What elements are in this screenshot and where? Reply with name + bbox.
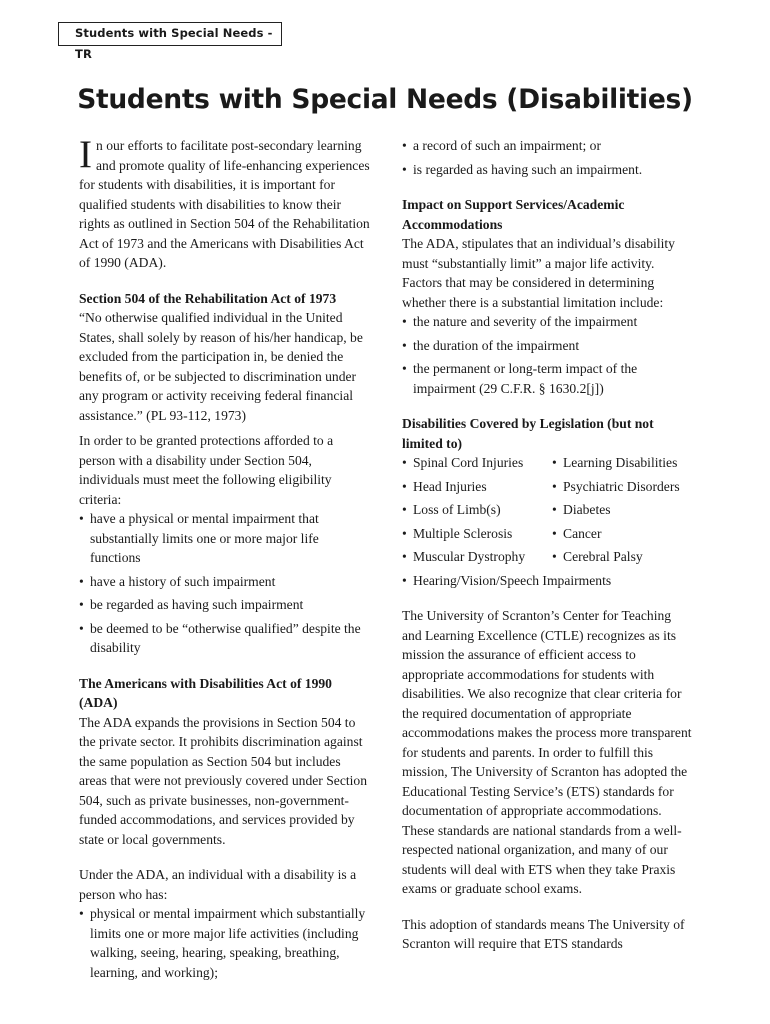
list-item: • Psychiatric Disorders <box>552 477 692 497</box>
list-item: • Cancer <box>552 524 692 544</box>
section-504-heading: Section 504 of the Rehabilitation Act of 1973 <box>79 290 337 306</box>
eligibility-list <box>79 509 371 658</box>
list-item: • Head Injuries <box>402 477 552 497</box>
intro-text: n our efforts to facilitate post-secondary learning and promote quality of life-enhancing experiences for students with disabilities, it is important for qualified students with disabilities to know their rights as outlined in Section 504 of the Rehabilitation Act of 1973 and the Americans with Disabilities Act of 1990 (ADA). <box>79 138 370 270</box>
list-item: • Diabetes <box>552 500 692 520</box>
ada-definition-list <box>79 904 371 982</box>
section-header-tab: Students with Special Needs - TR <box>58 22 282 46</box>
ada-definition-list-continued <box>402 136 692 179</box>
ada-heading: The Americans with Disabilities Act of 1990 (ADA) <box>79 675 332 710</box>
impact-heading: Impact on Support Services/Academic Accommodations <box>402 197 625 232</box>
list-item: • Multiple Sclerosis <box>402 524 552 544</box>
intro-paragraph <box>79 133 371 273</box>
eligibility-intro: In order to be granted protections afforded to a person with a disability under Section 504, individuals must meet the following eligibility criteria: <box>79 433 334 507</box>
page-title: Students with Special Needs (Disabilities) <box>77 84 693 115</box>
list-item: • Learning Disabilities <box>552 453 692 473</box>
impact-paragraph: The ADA, stipulates that an individual’s disability must “substantially limit” a major life activity. Factors that may be considered in determining whether there is a substantial limitation include: <box>402 236 675 310</box>
list-item: • the permanent or long-term impact of the impairment (29 C.F.R. § 1630.2[j]) <box>402 359 692 398</box>
ada-definition-intro: Under the ADA, an individual with a disability is a person who has: <box>79 867 357 902</box>
list-item: • Cerebral Palsy <box>552 547 692 567</box>
list-item: • Muscular Dystrophy <box>402 547 552 567</box>
list-item: • have a history of such impairment <box>79 572 371 592</box>
list-item: • the nature and severity of the impairment <box>402 312 692 332</box>
ada-paragraph: The ADA expands the provisions in Section 504 to the private sector. It prohibits discrimination against the same population as Section 504 but includes areas that were not previously covered under Section 504, such as private businesses, non-government-funded accommodations, and services provided by state or local governments. <box>79 714 368 847</box>
drop-cap: I <box>79 133 92 176</box>
covered-heading: Disabilities Covered by Legislation (but not limited to) <box>402 416 654 451</box>
list-item: • is regarded as having such an impairment. <box>402 160 692 180</box>
right-column <box>402 136 692 954</box>
adoption-paragraph: This adoption of standards means The University of Scranton will require that ETS standards <box>402 916 685 951</box>
section-504-quote: “No otherwise qualified individual in the United States, shall solely by reason of his/her handicap, be excluded from the participation in, be denied the benefits of, or be subjected to discrimination under any program or activity receiving federal financial assistance.” (PL 93-112, 1973) <box>79 310 363 423</box>
list-item: • Loss of Limb(s) <box>402 500 552 520</box>
list-item: • be deemed to be “otherwise qualified” despite the disability <box>79 619 371 658</box>
impact-list <box>402 312 692 398</box>
ctle-paragraph: The University of Scranton’s Center for Teaching and Learning Excellence (CTLE) recognizes as its mission the assurance of efficient access to appropriate accommodations for students with disabilities. We also recognize that clear criteria for the required documentation of appropriate accommodations makes the process more transparent for students and parents. In order to fulfill this mission, The University of Scranton has adopted the Educational Testing Service’s (ETS) standards for documentation of appropriate accommodations. These standards are national standards from a well-respected national organization, and many of our students will deal with ETS when they take Praxis exams or graduate school exams. <box>402 608 692 896</box>
list-item: • the duration of the impairment <box>402 336 692 356</box>
left-column <box>79 133 371 982</box>
list-item: • a record of such an impairment; or <box>402 136 692 156</box>
list-item: • Hearing/Vision/Speech Impairments <box>402 571 692 591</box>
list-item: • be regarded as having such impairment <box>79 595 371 615</box>
covered-disabilities-list <box>402 453 692 567</box>
list-item: • physical or mental impairment which substantially limits one or more major life activities (including walking, seeing, hearing, speaking, breathing, learning, and working); <box>79 904 371 982</box>
list-item: • Spinal Cord Injuries <box>402 453 552 473</box>
list-item: • have a physical or mental impairment that substantially limits one or more major life functions <box>79 509 371 568</box>
